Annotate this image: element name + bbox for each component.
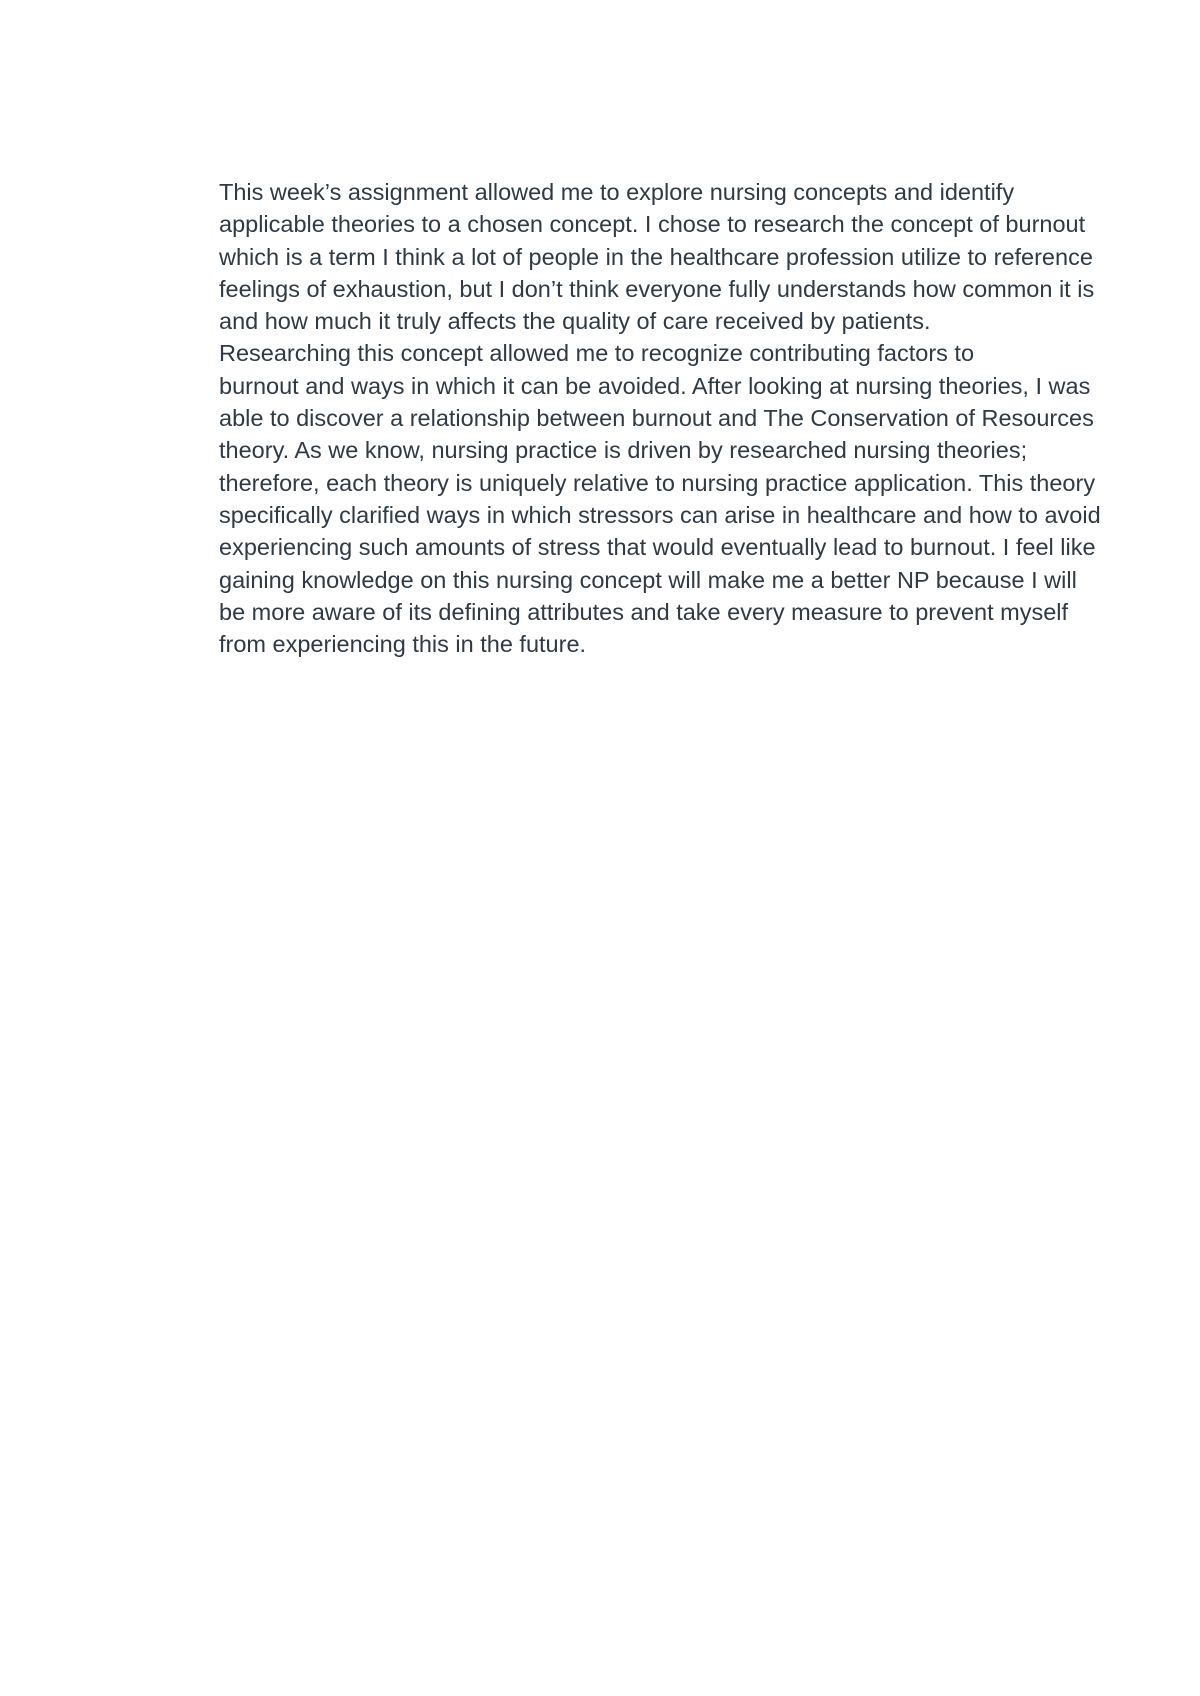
text-line: which is a term I think a lot of people in the healthcare profession utilize to reference <box>219 243 1093 270</box>
text-line: applicable theories to a chosen concept. I chose to research the concept of burnout <box>219 211 1086 238</box>
text-line: and how much it truly affects the quality of care received by patients. <box>219 308 931 335</box>
text-line: Researching this concept allowed me to recognize contributing factors to <box>219 340 975 367</box>
text-line: specifically clarified ways in which stressors can arise in healthcare and how to avoid <box>219 501 1101 528</box>
text-line: able to discover a relationship between burnout and The Conservation of Resources <box>219 405 1094 432</box>
text-line: theory. As we know, nursing practice is driven by researched nursing theories; <box>219 437 1028 464</box>
paragraph-2 <box>146 337 1101 660</box>
document-body <box>146 176 1101 660</box>
paragraph-1 <box>146 176 1095 337</box>
text-line: from experiencing this in the future. <box>219 631 587 658</box>
text-line: experiencing such amounts of stress that would eventually lead to burnout. I feel like <box>219 534 1096 561</box>
text-line: This week’s assignment allowed me to explore nursing concepts and identify <box>219 179 1015 205</box>
text-line: gaining knowledge on this nursing concept will make me a better NP because I will <box>219 566 1077 593</box>
text-line: therefore, each theory is uniquely relative to nursing practice application. This theory <box>219 469 1096 496</box>
text-line: feelings of exhaustion, but I don’t think everyone fully understands how common it is <box>219 275 1095 302</box>
text-line: be more aware of its defining attributes and take every measure to prevent myself <box>219 598 1069 625</box>
text-line: burnout and ways in which it can be avoided. After looking at nursing theories, I was <box>219 372 1091 399</box>
